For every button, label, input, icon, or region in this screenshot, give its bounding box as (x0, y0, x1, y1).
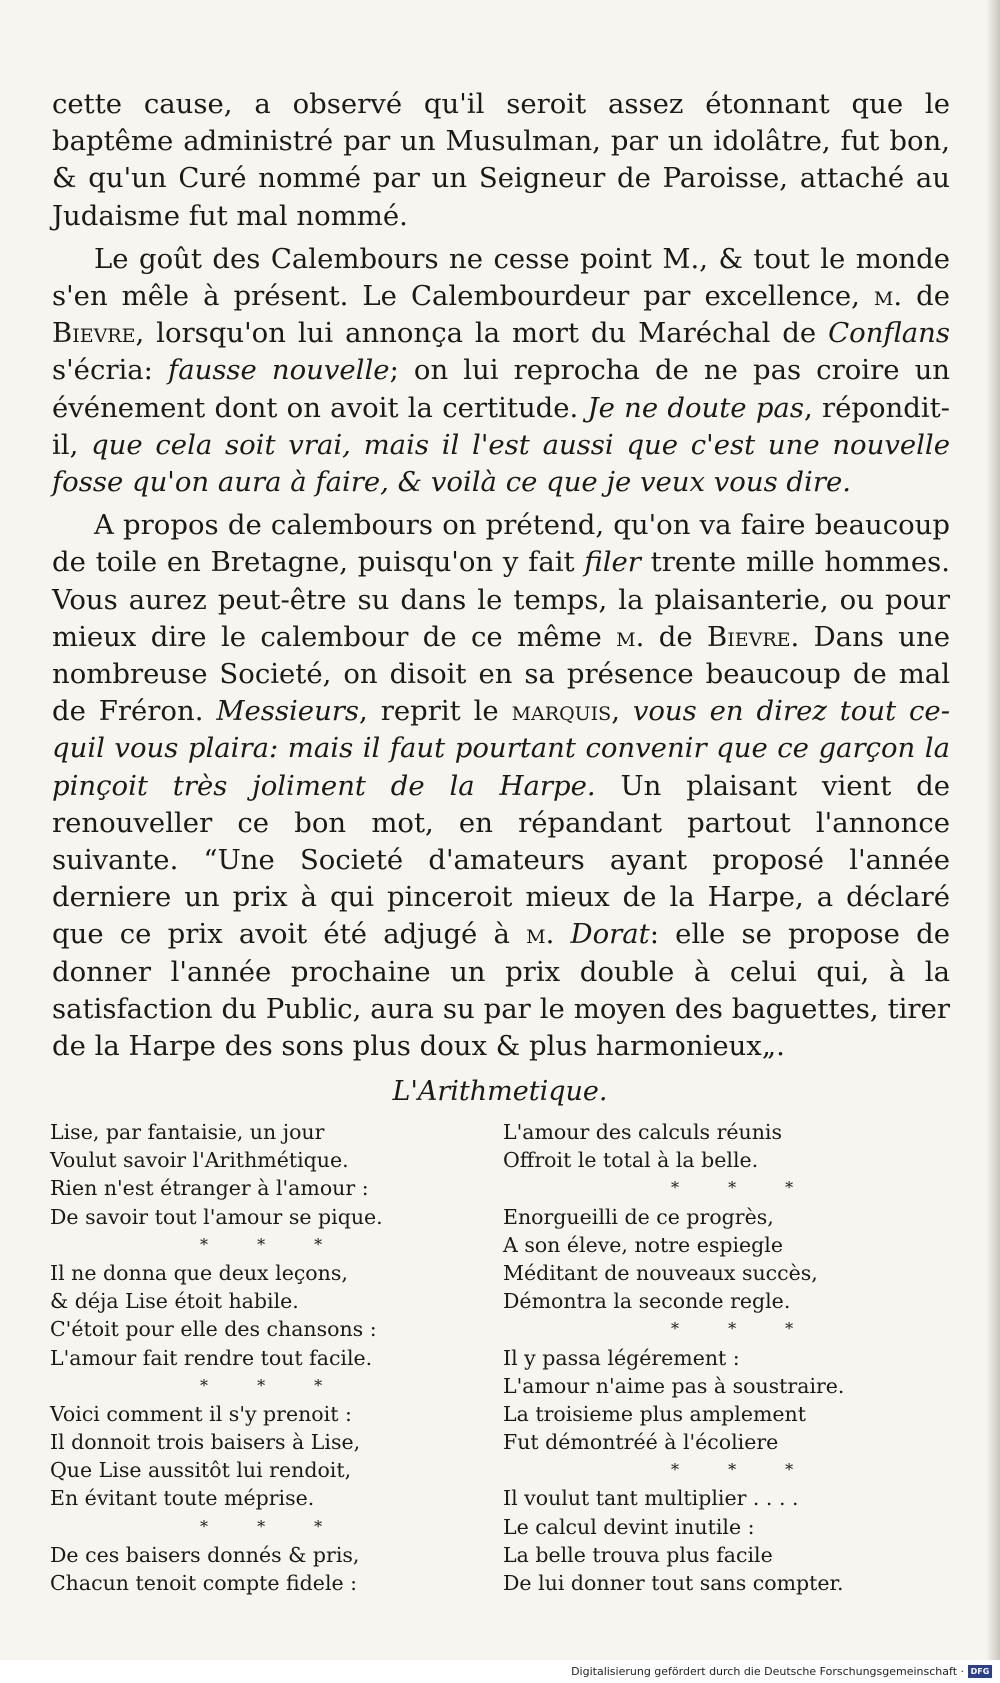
p2-text-f: , répondit-il, (52, 391, 950, 461)
verse-line: Il ne donna que deux leçons, (50, 1260, 348, 1285)
p2-quote: que cela soit vrai, mais il l'est aussi que c'est une nouvelle fosse qu'on aura à faire, & voilà ce que je veux vous dire. (52, 428, 950, 499)
verse-line: Il voulut tant multiplier . . . . (503, 1486, 799, 1511)
p2-text-d: s'écria: (52, 354, 169, 387)
poem-title: L'Arithmetique. (392, 1076, 608, 1107)
p3-text-f: , (611, 695, 633, 728)
p2-text-e: ; on lui reprocha de ne pas croire un événement dont on avoit la certitude. (52, 354, 950, 424)
stanza-separator: * * * (200, 1234, 345, 1254)
paragraph-3 (52, 507, 950, 1065)
page-edge-shadow (986, 0, 1000, 1683)
verse-line: Démontra la seconde regle. (503, 1289, 791, 1314)
p3-text-h (554, 918, 570, 950)
prose-body (52, 86, 950, 1065)
stanza-separator: * * * (671, 1178, 816, 1198)
p2-text-c: , lorsqu'on lui annonça la mort du Maréchal de (135, 317, 829, 350)
p3-quote: vous en direz tout ce-quil vous plaira: mais il faut pourtant convenir que ce garçon la pinçoit très joliment de la Harpe. (52, 695, 951, 802)
verse-line: De ces baisers donnés & pris, (50, 1542, 360, 1567)
p3-monsieur: m. (616, 620, 645, 653)
verse-line: Enorgueilli de ce progrès, (503, 1204, 774, 1229)
verse-line: & déja Lise étoit habile. (50, 1289, 299, 1314)
p2-je-ne-doute: Je ne doute pas (587, 391, 804, 424)
verse-line: La troisieme plus amplement (503, 1401, 806, 1426)
p2-fausse-nouvelle: fausse nouvelle (168, 354, 390, 387)
p3-bievre: Bievre (707, 620, 791, 653)
verse-line: Que Lise aussitôt lui rendoit, (50, 1458, 352, 1483)
paragraph-1: cette cause, a observé qu'il seroit assez étonnant que le baptême administré par un Musulman, par un idolâtre, fut bon, & qu'un Curé nommé par un Seigneur de Paroisse, attaché au Judaisme fut mal nommé. (52, 88, 950, 232)
dfg-logo-icon: DFG (968, 1665, 992, 1678)
verse-line: Voici comment il s'y prenoit : (50, 1401, 352, 1426)
p3-dorat: Dorat (570, 918, 650, 951)
p3-text-c: de (644, 620, 708, 653)
p2-conflans: Conflans (828, 317, 950, 350)
verse-line: Voulut savoir l'Arithmétique. (50, 1148, 349, 1173)
p3-filer: filer (584, 546, 641, 579)
verse-line: Il donnoit trois baisers à Lise, (50, 1430, 361, 1455)
stanza-separator: * * * (671, 1319, 816, 1339)
p3-text-b: trente mille hommes. Vous aurez peut-être su dans le temps, la plaisanterie, ou pour mieux dire le calembour de ce même (52, 546, 950, 653)
verse-line: De savoir tout l'amour se pique. (50, 1204, 383, 1229)
verse-line: Le calcul devint inutile : (503, 1514, 755, 1539)
verse-line: La belle trouva plus facile (503, 1542, 773, 1567)
p3-text-e: , reprit le (359, 695, 512, 728)
stanza-separator: * * * (200, 1375, 345, 1395)
verse-line: Rien n'est étranger à l'amour : (50, 1176, 369, 1201)
verse-line: A son éleve, notre espiegle (503, 1232, 783, 1257)
digitization-footer (0, 1660, 1000, 1683)
verse-line: L'amour n'aime pas à soustraire. (503, 1373, 845, 1398)
stanza-separator: * * * (671, 1460, 816, 1480)
p3-text-d: . Dans une nombreuse Societé, on disoit en sa présence beaucoup de mal de Fréron. (52, 620, 950, 728)
p3-marquis: marquis (511, 695, 612, 728)
verse-line: Lise, par fantaisie, un jour (50, 1120, 325, 1144)
verse-line: En évitant toute méprise. (50, 1486, 315, 1511)
p2-text-a: Le goût des Calembours ne cesse point M., & tout le monde s'en mêle à présent. Le Calembourdeur par excellence, (52, 242, 950, 313)
verse-line: De lui donner tout sans compter. (503, 1571, 844, 1595)
verse-line: L'amour fait rendre tout facile. (50, 1345, 373, 1370)
p2-monsieur: m. (873, 280, 903, 313)
verse-line: Offroit le total à la belle. (503, 1148, 759, 1173)
p2-text-b: de (902, 280, 950, 313)
verse-line: Fut démontréé à l'écoliere (503, 1430, 779, 1455)
p3-messieurs: Messieurs (216, 695, 360, 728)
footer-credit: Digitalisierung gefördert durch die Deutsche Forschungsgemeinschaft · (571, 1665, 964, 1678)
poem-left-column (50, 1118, 383, 1597)
p3-text-i: : elle se propose de donner l'année prochaine un prix double à celui qui, à la satisfaction du Public, aura su par le moyen des baguettes, tirer de la Harpe des sons plus doux & plus harmonieux„. (52, 918, 951, 1063)
verse-line: Il y passa légérement : (503, 1345, 740, 1370)
verse-line: C'étoit pour elle des chansons : (50, 1317, 377, 1342)
verse-line: Méditant de nouveaux succès, (503, 1260, 818, 1285)
p3-monsieur-2: m. (526, 918, 555, 951)
p3-text-g: Un plaisant vient de renouveller ce bon mot, en répandant partout l'annonce suivante. “Une Societé d'amateurs ayant proposé l'année derniere un prix à qui pinceroit mieux de la Harpe, a déclaré que ce prix avoit été adjugé à (52, 769, 950, 951)
p3-text-a: A propos de calembours on prétend, qu'on va faire beaucoup de toile en Bretagne, puisqu'on y fait (52, 509, 950, 579)
stanza-separator: * * * (200, 1516, 345, 1536)
verse-line: Chacun tenoit compte fidele : (50, 1571, 358, 1595)
verse-line: L'amour des calculs réunis (503, 1120, 783, 1144)
paragraph-2 (52, 241, 950, 501)
p2-bievre: Bievre (52, 317, 136, 350)
poem-right-column (503, 1118, 844, 1597)
